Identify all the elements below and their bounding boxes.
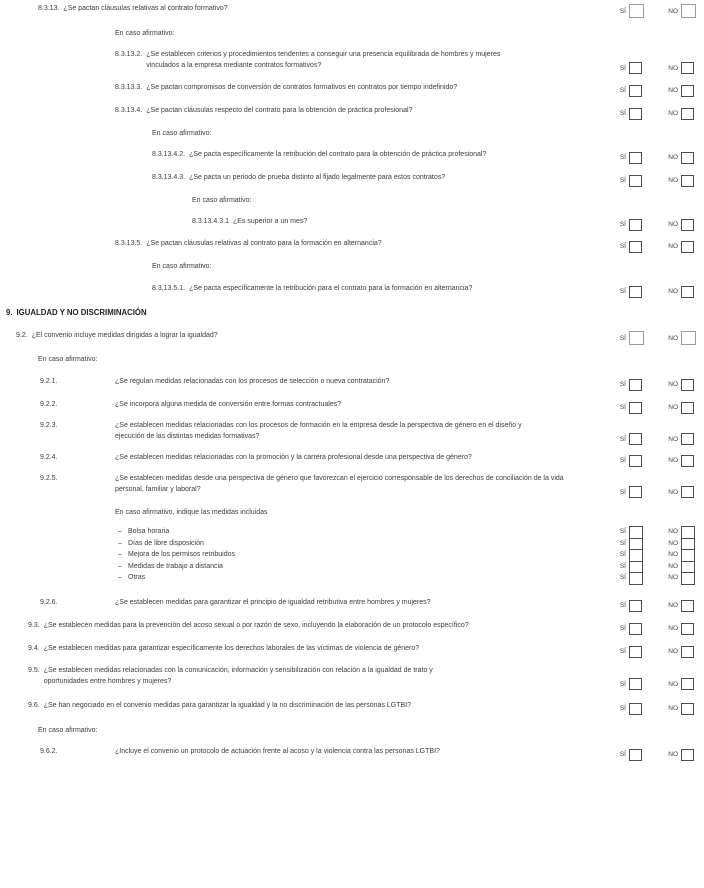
question-row-8-3-13-2 — [0, 50, 704, 71]
no-label: NO — [668, 562, 678, 570]
section-title: IGUALDAD Y NO DISCRIMINACIÓN — [16, 308, 147, 317]
measures-list — [0, 526, 704, 588]
question-row-9-2-6 — [0, 598, 704, 609]
si-checkbox[interactable] — [629, 703, 642, 715]
dash-icon: – — [118, 574, 122, 582]
no-checkbox[interactable] — [681, 152, 694, 164]
affirmative-note: En caso afirmativo: — [192, 197, 252, 204]
si-checkbox[interactable] — [629, 600, 642, 612]
no-label: NO — [668, 680, 678, 688]
si-checkbox[interactable] — [629, 286, 642, 298]
question-number: 9.4. — [28, 645, 40, 652]
no-label: NO — [668, 243, 678, 250]
question-row-8-3-13-4 — [0, 106, 704, 117]
si-checkbox[interactable] — [629, 646, 642, 658]
si-label: SÍ — [619, 751, 626, 758]
question-number: 8.3.13.4.3.1 — [192, 218, 229, 225]
si-label: SÍ — [619, 177, 626, 184]
si-label: SÍ — [619, 110, 626, 117]
no-checkbox[interactable] — [681, 623, 694, 635]
section-number: 9. — [6, 308, 13, 317]
question-number: 9.5. — [28, 667, 40, 674]
no-label: NO — [668, 751, 678, 758]
question-text: ¿Se establecen medidas relacionadas con la promoción y la carrera profesional desde una perspectiva de género? — [115, 454, 472, 461]
si-label: SÍ — [619, 457, 626, 464]
no-checkbox[interactable] — [681, 62, 694, 74]
si-label: SÍ — [619, 551, 626, 559]
no-checkbox[interactable] — [681, 678, 694, 690]
si-checkbox[interactable] — [629, 108, 642, 120]
question-text: ¿Se pacta específicamente la retribución para el contrato para la formación en alternancia? — [189, 285, 473, 292]
si-label: SÍ — [619, 602, 626, 609]
question-text: ¿Se establecen medidas desde una perspectiva de género que favorezcan el ejercicio corresponsable de los derechos de conciliación de la vida — [115, 475, 564, 482]
question-text-line2: oportunidades entre hombres y mujeres? — [43, 677, 172, 685]
no-label: NO — [668, 602, 678, 609]
no-checkbox[interactable] — [681, 241, 694, 253]
question-number: 8.3.13. — [38, 5, 60, 12]
question-number: 9.2. — [16, 332, 28, 339]
question-text: ¿Se establecen medidas relacionadas con los procesos de formación en la empresa desde la perspectiva de género en el diseño y — [115, 422, 522, 429]
question-row-8-3-13-4-2 — [0, 150, 704, 161]
no-label: NO — [668, 404, 678, 411]
si-label: SÍ — [619, 435, 626, 443]
si-checkbox[interactable] — [629, 623, 642, 635]
no-checkbox[interactable] — [681, 85, 694, 97]
list-item — [118, 549, 235, 561]
si-checkbox[interactable] — [629, 331, 644, 345]
no-label: NO — [668, 457, 678, 464]
no-checkbox[interactable] — [681, 433, 694, 445]
si-label: SÍ — [619, 335, 626, 342]
question-number: 9.2.1. — [40, 378, 58, 385]
si-checkbox[interactable] — [629, 85, 642, 97]
question-text-line2: ejecución de las distintas medidas formativas? — [115, 432, 260, 440]
si-label: SÍ — [619, 154, 626, 161]
dash-icon: – — [118, 562, 122, 570]
si-checkbox[interactable] — [629, 678, 642, 690]
question-row-9-2 — [0, 331, 704, 342]
question-number: 9.2.2. — [40, 401, 58, 408]
question-number: 8.3.13.4.3. — [152, 174, 186, 181]
question-number: 8.3.13.3. — [115, 84, 143, 91]
no-label: NO — [668, 551, 678, 559]
measure-label: Días de libre disposición — [128, 539, 204, 547]
question-text: ¿Se pacta un periodo de prueba distinto al fijado legalmente para estos contratos? — [189, 174, 446, 181]
si-label: SÍ — [619, 221, 626, 228]
question-text: ¿Se pactan compromisos de conversión de contratos formativos en contratos por tiempo indefinido? — [146, 84, 458, 91]
si-label: SÍ — [619, 528, 626, 535]
question-row-8-3-13 — [0, 4, 704, 15]
si-checkbox[interactable] — [629, 241, 642, 253]
question-row-9-2-2 — [0, 400, 704, 411]
no-checkbox[interactable] — [681, 572, 695, 585]
no-label: NO — [668, 528, 678, 535]
no-checkbox[interactable] — [681, 402, 694, 414]
measure-label: Bolsa horaria — [128, 528, 170, 535]
section-9-header — [0, 308, 704, 319]
no-label: NO — [668, 574, 678, 582]
affirmative-note: En caso afirmativo: — [38, 727, 98, 734]
no-checkbox[interactable] — [681, 4, 696, 18]
question-row-8-3-13-5-1 — [0, 284, 704, 295]
question-text: ¿Se pactan cláusulas respecto del contrato para la obtención de práctica profesional? — [146, 107, 413, 114]
question-text: ¿Se pactan cláusulas relativas al contrato para la formación en alternancia? — [146, 240, 382, 247]
question-row-8-3-13-3 — [0, 83, 704, 94]
question-number: 9.6.2. — [40, 748, 58, 755]
question-text: ¿El convenio incluye medidas dirigidas a lograr la igualdad? — [31, 332, 218, 339]
question-number: 8.3.13.4. — [115, 107, 143, 114]
list-item — [118, 526, 169, 538]
no-label: NO — [668, 87, 678, 94]
no-label: NO — [668, 8, 678, 15]
question-text: ¿Se establecen criterios y procedimientos tendentes a conseguir una presencia equilibrada de hombres y mujeres — [146, 51, 501, 58]
si-label: SÍ — [619, 8, 626, 15]
no-checkbox[interactable] — [681, 646, 694, 658]
no-checkbox[interactable] — [681, 703, 694, 715]
no-label: NO — [668, 539, 678, 547]
question-text-line2: personal, familiar y laboral? — [115, 485, 201, 493]
question-text: ¿Se incorpora alguna medida de conversión entre formas contractuales? — [115, 401, 342, 408]
question-number: 9.2.6. — [40, 599, 58, 606]
question-row-8-3-13-5 — [0, 239, 704, 250]
no-label: NO — [668, 177, 678, 184]
si-checkbox[interactable] — [629, 749, 642, 761]
no-label: NO — [668, 488, 678, 496]
list-item — [118, 561, 223, 573]
si-label: SÍ — [619, 288, 626, 295]
no-checkbox[interactable] — [681, 286, 694, 298]
question-text: ¿Se establecen medidas para la prevención del acoso sexual o por razón de sexo, incluyendo la elaboración de un protocolo específico? — [43, 622, 469, 629]
si-label: SÍ — [619, 539, 626, 547]
measure-label: Medidas de trabajo a distancia — [128, 562, 223, 570]
measure-label: Mejora de los permisos retribuidos — [128, 551, 235, 559]
no-checkbox[interactable] — [681, 600, 694, 612]
no-label: NO — [668, 435, 678, 443]
no-label: NO — [668, 288, 678, 295]
dash-icon: – — [118, 551, 122, 559]
si-label: SÍ — [619, 648, 626, 655]
question-row-9-2-1 — [0, 377, 704, 388]
si-checkbox[interactable] — [629, 4, 644, 18]
question-row-9-2-4 — [0, 453, 704, 464]
no-label: NO — [668, 110, 678, 117]
no-label: NO — [668, 335, 678, 342]
no-checkbox[interactable] — [681, 108, 694, 120]
affirmative-note: En caso afirmativo: — [152, 130, 212, 137]
si-label: SÍ — [619, 404, 626, 411]
question-number: 8.3.13.5. — [115, 240, 143, 247]
si-label: SÍ — [619, 87, 626, 94]
si-checkbox[interactable] — [629, 402, 642, 414]
si-checkbox[interactable] — [629, 62, 642, 74]
question-row-8-3-13-4-3-1 — [0, 217, 704, 228]
question-number: 8.3.13.2. — [115, 51, 143, 58]
no-checkbox[interactable] — [681, 175, 694, 187]
question-text: ¿Se regulan medidas relacionadas con los procesos de selección o nueva contratación? — [115, 378, 390, 385]
no-label: NO — [668, 381, 678, 388]
question-row-9-2-3 — [0, 421, 704, 442]
no-checkbox[interactable] — [681, 379, 694, 391]
dash-icon: – — [118, 528, 122, 535]
no-label: NO — [668, 64, 678, 72]
question-row-9-6 — [0, 701, 704, 712]
no-checkbox[interactable] — [681, 455, 694, 467]
question-text: ¿Se establecen medidas para garantizar el principio de igualdad retributiva entre hombres y mujeres? — [115, 599, 431, 606]
si-label: SÍ — [619, 680, 626, 688]
no-checkbox[interactable] — [681, 331, 696, 345]
measure-label: Otras — [128, 574, 146, 582]
question-number: 9.2.4. — [40, 454, 58, 461]
question-text: ¿Se pactan cláusulas relativas al contrato formativo? — [63, 5, 228, 12]
list-item — [118, 572, 145, 584]
si-checkbox[interactable] — [629, 219, 642, 231]
no-label: NO — [668, 648, 678, 655]
si-label: SÍ — [619, 381, 626, 388]
si-checkbox[interactable] — [629, 379, 642, 391]
si-label: SÍ — [619, 562, 626, 570]
si-label: SÍ — [619, 64, 626, 72]
si-label: SÍ — [619, 243, 626, 250]
question-text: ¿Se han negociado en el convenio medidas para garantizar la igualdad y la no discriminación de las personas LGTBI? — [43, 702, 412, 709]
si-checkbox[interactable] — [629, 455, 642, 467]
question-row-9-5 — [0, 666, 704, 687]
no-label: NO — [668, 154, 678, 161]
dash-icon: – — [118, 539, 122, 547]
question-text: ¿Se establecen medidas relacionadas con la comunicación, información y sensibilización con relación a la igualdad de trato y — [43, 667, 433, 674]
si-label: SÍ — [619, 705, 626, 712]
no-checkbox[interactable] — [681, 749, 694, 761]
question-text: ¿Se pacta específicamente la retribución del contrato para la obtención de práctica profesional? — [189, 151, 487, 158]
si-checkbox[interactable] — [629, 572, 643, 585]
question-number: 9.2.3. — [40, 422, 58, 429]
question-text: ¿Se establecen medidas para garantizar específicamente los derechos laborales de las víctimas de violencia de género? — [43, 645, 420, 652]
question-row-9-3 — [0, 621, 704, 632]
question-row-9-2-5 — [0, 474, 704, 495]
question-row-9-6-2 — [0, 747, 704, 758]
affirmative-note: En caso afirmativo: — [38, 356, 98, 363]
si-checkbox[interactable] — [629, 433, 642, 445]
no-checkbox[interactable] — [681, 486, 694, 498]
question-text: ¿Incluye el convenio un protocolo de actuación frente al acoso y la violencia contra las personas LGTBI? — [115, 748, 440, 755]
no-checkbox[interactable] — [681, 219, 694, 231]
question-text-line2: vinculados a la empresa mediante contratos formativos? — [146, 61, 322, 69]
question-row-8-3-13-4-3 — [0, 173, 704, 184]
question-number: 8.3.13.5.1. — [152, 285, 186, 292]
no-label: NO — [668, 625, 678, 632]
affirmative-note: En caso afirmativo: — [152, 263, 212, 270]
question-number: 8.3.13.4.2. — [152, 151, 186, 158]
si-label: SÍ — [619, 574, 626, 582]
affirmative-indicate-note: En caso afirmativo, indique las medidas incluidas — [115, 509, 268, 516]
question-number: 9.6. — [28, 702, 40, 709]
si-label: SÍ — [619, 625, 626, 632]
affirmative-note: En caso afirmativo: — [115, 30, 175, 37]
question-row-9-4 — [0, 644, 704, 655]
si-checkbox[interactable] — [629, 486, 642, 498]
si-label: SÍ — [619, 488, 626, 496]
list-item — [118, 538, 204, 550]
si-checkbox[interactable] — [629, 152, 642, 164]
question-number: 9.3. — [28, 622, 40, 629]
question-text: ¿Es superior a un mes? — [232, 218, 308, 225]
si-checkbox[interactable] — [629, 175, 642, 187]
question-number: 9.2.5. — [40, 475, 58, 482]
no-label: NO — [668, 705, 678, 712]
no-label: NO — [668, 221, 678, 228]
